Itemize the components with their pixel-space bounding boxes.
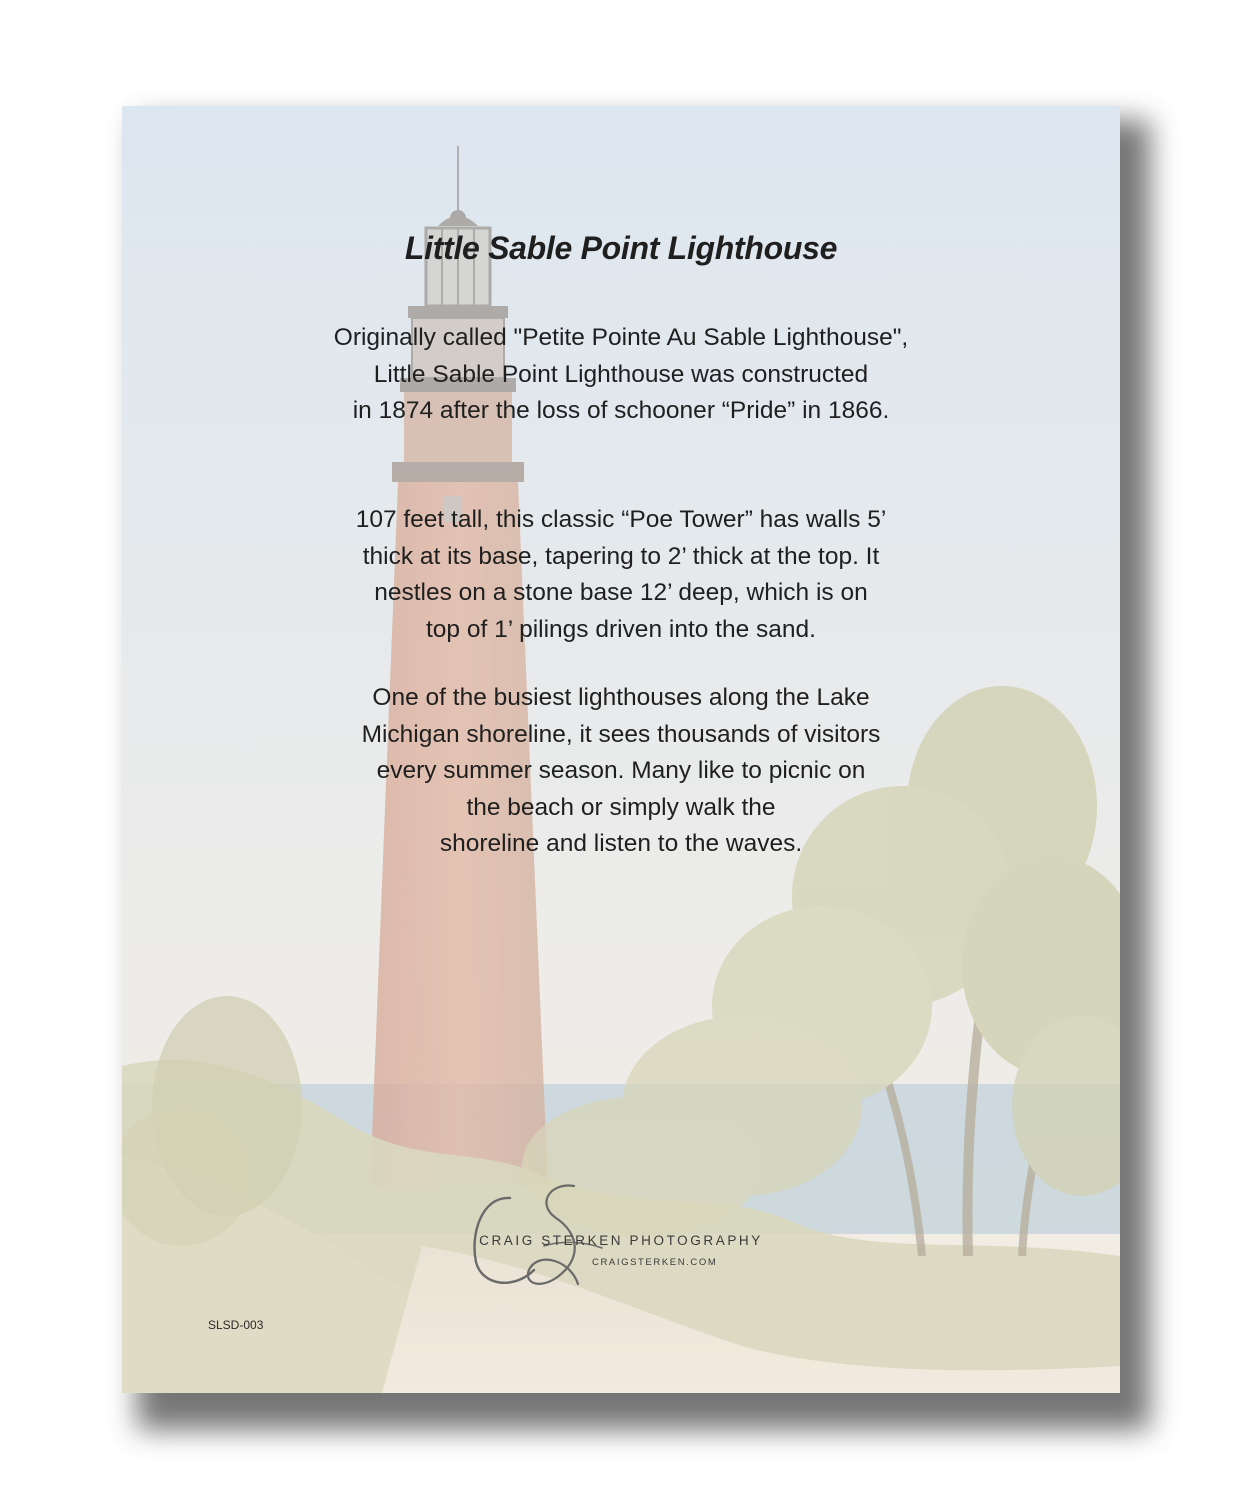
paragraph-line: in 1874 after the loss of schooner “Pride” in 1866.: [352, 397, 890, 424]
paragraph-line: Little Sable Point Lighthouse was constructed: [373, 360, 869, 388]
paragraph-line: top of 1’ pilings driven into the sand.: [426, 615, 816, 643]
product-code: SLSD-003: [208, 1318, 264, 1332]
paragraph-line: shoreline and listen to the waves.: [439, 830, 803, 857]
paragraph-history: [222, 320, 1020, 430]
paragraph-construction: [222, 502, 1020, 648]
paragraph-line: Originally called "Petite Pointe Au Sable Lighthouse",: [333, 324, 909, 351]
website-text: CRAIGSTERKEN.COM: [592, 1257, 718, 1268]
paragraph-line: One of the busiest lighthouses along the Lake: [372, 684, 870, 711]
text-layer: [122, 106, 1120, 1393]
brand-name: CRAIG STERKEN PHOTOGRAPHY: [479, 1233, 763, 1248]
info-card: [122, 106, 1120, 1393]
paragraph-line: the beach or simply walk the: [466, 793, 776, 821]
paragraph-line: nestles on a stone base 12’ deep, which is on: [374, 579, 868, 606]
paragraph-line: every summer season. Many like to picnic on: [376, 757, 866, 784]
paragraph-visitors: [222, 680, 1020, 863]
paragraph-line: thick at its base, tapering to 2’ thick at the top. It: [362, 542, 880, 570]
paragraph-line: 107 feet tall, this classic “Poe Tower” has walls 5’: [355, 506, 887, 533]
document-title: Little Sable Point Lighthouse: [404, 230, 838, 266]
paragraph-line: Michigan shoreline, it sees thousands of visitors: [361, 720, 881, 748]
